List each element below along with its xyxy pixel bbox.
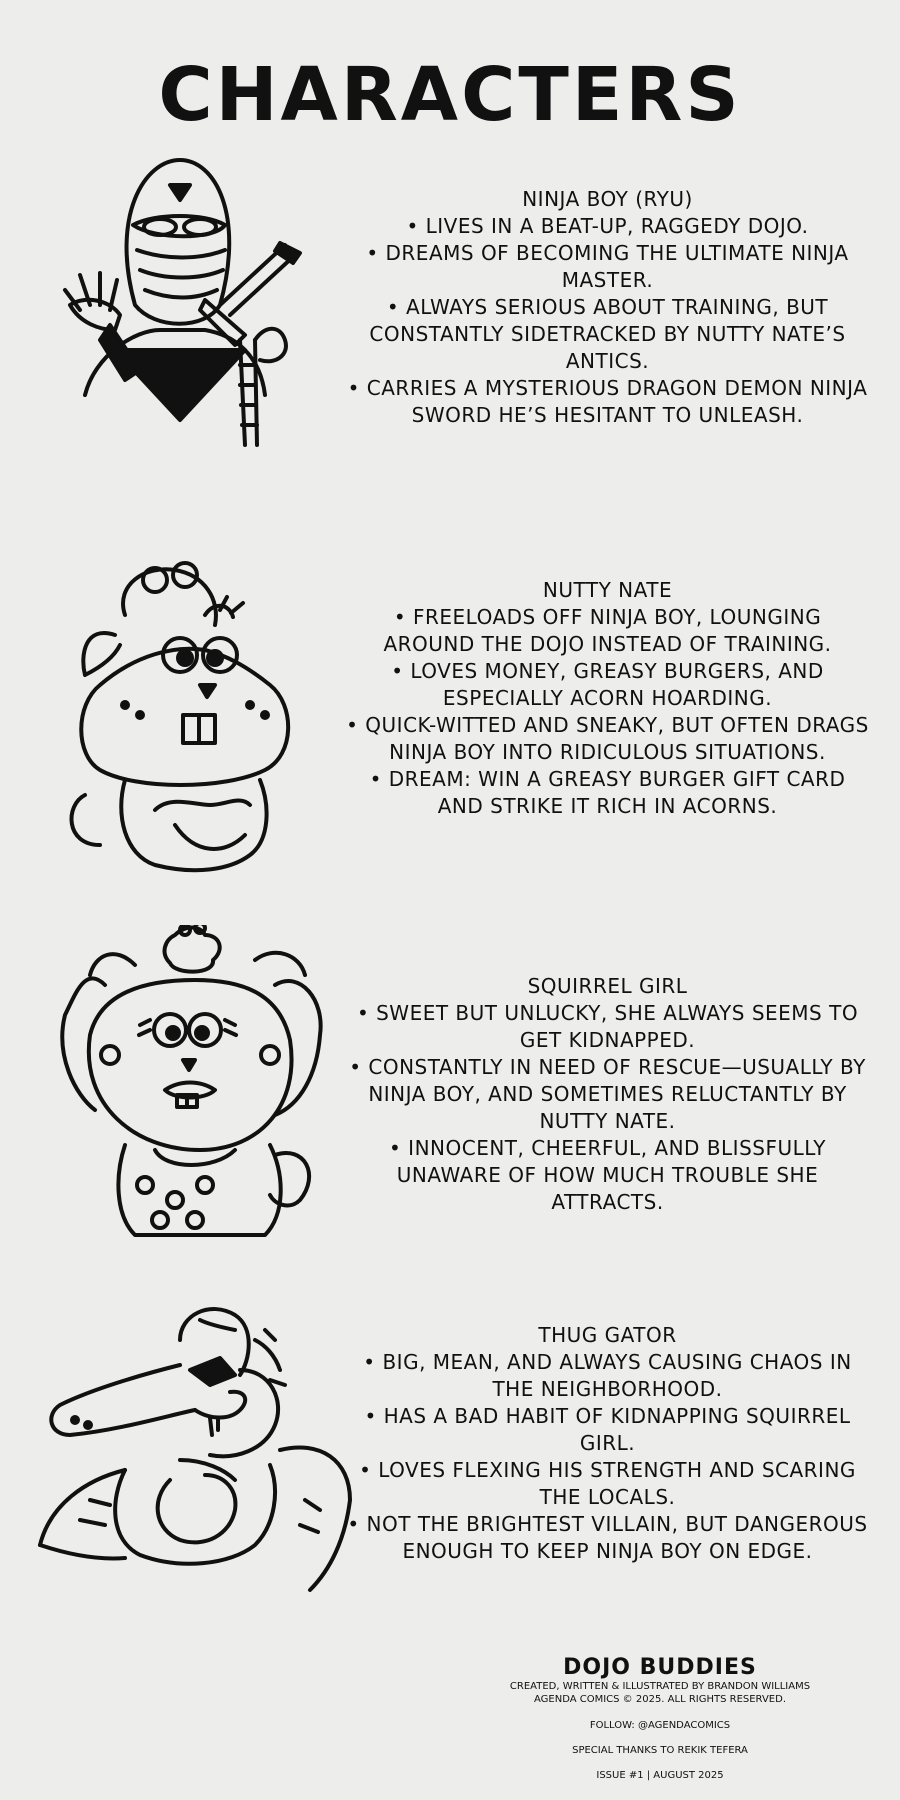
character-name: THUG GATOR [538,1323,677,1347]
character-bullet: • SWEET BUT UNLUCKY, SHE ALWAYS SEEMS TO GET KIDNAPPED. [356,1001,859,1052]
issue-info: ISSUE #1 | AUGUST 2025 [596,1770,724,1781]
character-bullet: • LIVES IN A BEAT-UP, RAGGEDY DOJO. [406,214,809,238]
credits-footer [460,1655,860,1781]
character-bullet: • ALWAYS SERIOUS ABOUT TRAINING, BUT CONSTANTLY SIDETRACKED BY NUTTY NATE’S ANTICS. [369,295,846,373]
character-bullet: • FREELOADS OFF NINJA BOY, LOUNGING AROUND THE DOJO INSTEAD OF TRAINING. [383,605,832,656]
ninja-boy-illustration [55,155,335,515]
character-bullet: • LOVES MONEY, GREASY BURGERS, AND ESPECIALLY ACORN HOARDING. [391,659,824,710]
thug-gator-description [345,1322,870,1565]
character-bullet: • CARRIES A MYSTERIOUS DRAGON DEMON NINJA SWORD HE’S HESITANT TO UNLEASH. [347,376,868,427]
character-name: NINJA BOY (RYU) [522,187,693,211]
copyright-notice: AGENDA COMICS © 2025. ALL RIGHTS RESERVED. [533,1694,787,1705]
character-bullet: • BIG, MEAN, AND ALWAYS CAUSING CHAOS IN THE NEIGHBORHOOD. [363,1350,852,1401]
character-bullet: • INNOCENT, CHEERFUL, AND BLISSFULLY UNAWARE OF HOW MUCH TROUBLE SHE ATTRACTS. [389,1136,826,1214]
character-name: SQUIRREL GIRL [527,974,688,998]
character-bullet: • NOT THE BRIGHTEST VILLAIN, BUT DANGEROUS ENOUGH TO KEEP NINJA BOY ON EDGE. [347,1512,868,1563]
ninja-boy-description [345,186,870,429]
nutty-nate-description [345,577,870,820]
character-bullet: • DREAM: WIN A GREASY BURGER GIFT CARD AND STRIKE IT RICH IN ACORNS. [369,767,846,818]
comic-title: DOJO BUDDIES [563,1655,757,1680]
nutty-nate-illustration [55,555,335,885]
character-bullet: • CONSTANTLY IN NEED OF RESCUE—USUALLY BY NINJA BOY, AND SOMETIMES RELUCTANTLY BY NUTTY NATE. [349,1055,866,1133]
special-thanks: SPECIAL THANKS TO REKIK TEFERA [572,1745,748,1756]
squirrel-girl-illustration [55,925,335,1245]
creator-credit: CREATED, WRITTEN & ILLUSTRATED BY BRANDON WILLIAMS [509,1681,811,1692]
thug-gator-illustration [30,1300,360,1600]
page-title: CHARACTERS [158,52,742,138]
character-bullet: • LOVES FLEXING HIS STRENGTH AND SCARING THE LOCALS. [359,1458,856,1509]
character-bullet: • QUICK-WITTED AND SNEAKY, BUT OFTEN DRAGS NINJA BOY INTO RIDICULOUS SITUATIONS. [346,713,869,764]
character-bullet: • DREAMS OF BECOMING THE ULTIMATE NINJA MASTER. [366,241,849,292]
character-bullet: • HAS A BAD HABIT OF KIDNAPPING SQUIRREL GIRL. [364,1404,851,1455]
squirrel-girl-description [345,973,870,1216]
character-name: NUTTY NATE [542,578,673,602]
follow-handle: FOLLOW: @AGENDACOMICS [589,1720,731,1731]
